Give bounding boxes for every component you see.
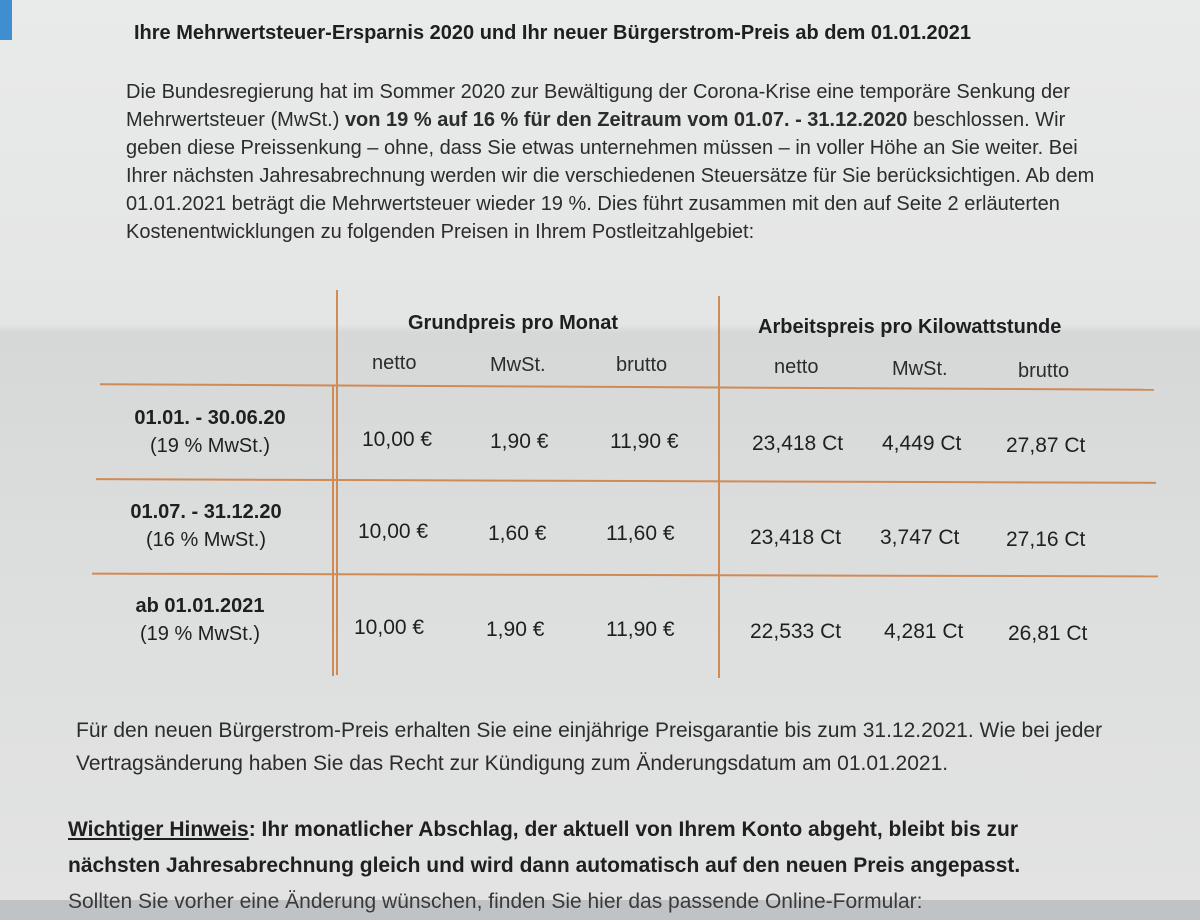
table-cell: 23,418 Ct bbox=[752, 432, 844, 455]
blue-envelope-edge bbox=[0, 0, 12, 40]
table-cell: 11,90 € bbox=[606, 618, 675, 641]
intro-line: geben diese Preissenkung – ohne, dass Sie etwas unternehmen müssen – in voller Höhe an Sie weiter. Bei bbox=[126, 137, 1078, 159]
table-cell: 10,00 € bbox=[362, 428, 433, 451]
subheader-brutto: brutto bbox=[1018, 360, 1070, 382]
header-arbeitspreis: Arbeitspreis pro Kilowattstunde bbox=[758, 316, 1062, 338]
row-period-label bbox=[90, 404, 330, 460]
period-text: 01.01. - 30.06.20 bbox=[134, 407, 286, 429]
table-cell: 4,449 Ct bbox=[882, 432, 962, 455]
subheader-brutto: brutto bbox=[616, 354, 668, 376]
table-divider-left bbox=[336, 290, 338, 675]
table-cell: 26,81 Ct bbox=[1008, 622, 1088, 645]
table-cell: 10,00 € bbox=[354, 616, 425, 639]
price-table bbox=[0, 290, 1200, 690]
notice-text: : Ihr monatlicher Abschlag, der aktuell von Ihrem Konto abgeht, bleibt bis zur bbox=[248, 818, 1019, 841]
table-cell: 27,16 Ct bbox=[1006, 528, 1086, 551]
table-divider-left bbox=[332, 386, 334, 676]
row-period-label bbox=[86, 498, 326, 554]
table-cell: 23,418 Ct bbox=[750, 526, 842, 549]
rate-text: (19 % MwSt.) bbox=[149, 435, 271, 457]
important-notice bbox=[68, 812, 1188, 920]
table-row-rule bbox=[96, 478, 1156, 484]
subheader-mwst: MwSt. bbox=[892, 358, 948, 380]
paragraph-line: Vertragsänderung haben Sie das Recht zur Kündigung zum Änderungsdatum am 01.01.2021. bbox=[76, 752, 949, 775]
table-cell: 22,533 Ct bbox=[750, 620, 842, 643]
row-period-label bbox=[80, 592, 320, 648]
period-text: 01.07. - 31.12.20 bbox=[130, 501, 282, 523]
table-divider-middle bbox=[718, 296, 720, 678]
intro-text: Mehrwertsteuer (MwSt.) bbox=[126, 109, 345, 131]
intro-emphasis: von 19 % auf 16 % für den Zeitraum vom 01.07. - 31.12.2020 bbox=[344, 109, 908, 131]
rate-text: (19 % MwSt.) bbox=[139, 623, 261, 645]
guarantee-paragraph bbox=[76, 714, 1176, 780]
letter-title: Ihre Mehrwertsteuer-Ersparnis 2020 und Ihr neuer Bürgerstrom-Preis ab dem 01.01.2021 bbox=[134, 22, 971, 44]
table-cell: 4,281 Ct bbox=[884, 620, 964, 643]
table-cell: 11,90 € bbox=[610, 430, 679, 453]
subheader-mwst: MwSt. bbox=[490, 354, 546, 376]
table-cell: 3,747 Ct bbox=[880, 526, 960, 549]
table-cell: 11,60 € bbox=[606, 522, 675, 545]
notice-line bbox=[68, 812, 1188, 848]
notice-label: Wichtiger Hinweis bbox=[68, 818, 249, 841]
intro-line: Kostenentwicklungen zu folgenden Preisen in Ihrem Postleitzahlgebiet: bbox=[126, 221, 755, 243]
notice-line-cut: Sollten Sie vorher eine Änderung wünschen, finden Sie hier das passende Online-Formular: bbox=[68, 890, 923, 913]
table-cell: 27,87 Ct bbox=[1006, 434, 1086, 457]
intro-paragraph bbox=[126, 78, 1146, 246]
paragraph-line: Für den neuen Bürgerstrom-Preis erhalten Sie eine einjährige Preisgarantie bis zum 31.12.2021. Wie bei jeder bbox=[76, 719, 1103, 742]
rate-text: (16 % MwSt.) bbox=[145, 529, 267, 551]
intro-text: beschlossen. Wir bbox=[907, 109, 1066, 131]
table-cell: 1,60 € bbox=[488, 522, 547, 545]
header-grundpreis: Grundpreis pro Monat bbox=[408, 312, 618, 334]
subheader-netto: netto bbox=[372, 352, 417, 374]
table-cell: 1,90 € bbox=[490, 430, 549, 453]
intro-line: 01.01.2021 beträgt die Mehrwertsteuer wieder 19 %. Dies führt zusammen mit den auf Seite 2 erläuterten bbox=[126, 193, 1060, 215]
period-text: ab 01.01.2021 bbox=[135, 595, 265, 617]
intro-line: Ihrer nächsten Jahresabrechnung werden wir die verschiedenen Steuersätze für Sie berücksichtigen. Ab dem bbox=[126, 165, 1095, 187]
intro-line: Die Bundesregierung hat im Sommer 2020 zur Bewältigung der Corona-Krise eine temporäre Senkung der bbox=[126, 81, 1070, 103]
subheader-netto: netto bbox=[774, 356, 819, 378]
table-cell: 1,90 € bbox=[486, 618, 545, 641]
table-row-rule bbox=[92, 573, 1158, 578]
intro-line bbox=[126, 106, 1146, 134]
table-cell: 10,00 € bbox=[358, 520, 429, 543]
notice-line: nächsten Jahresabrechnung gleich und wird dann automatisch auf den neuen Preis angepasst. bbox=[68, 854, 1021, 877]
table-row-rule bbox=[100, 383, 1154, 391]
